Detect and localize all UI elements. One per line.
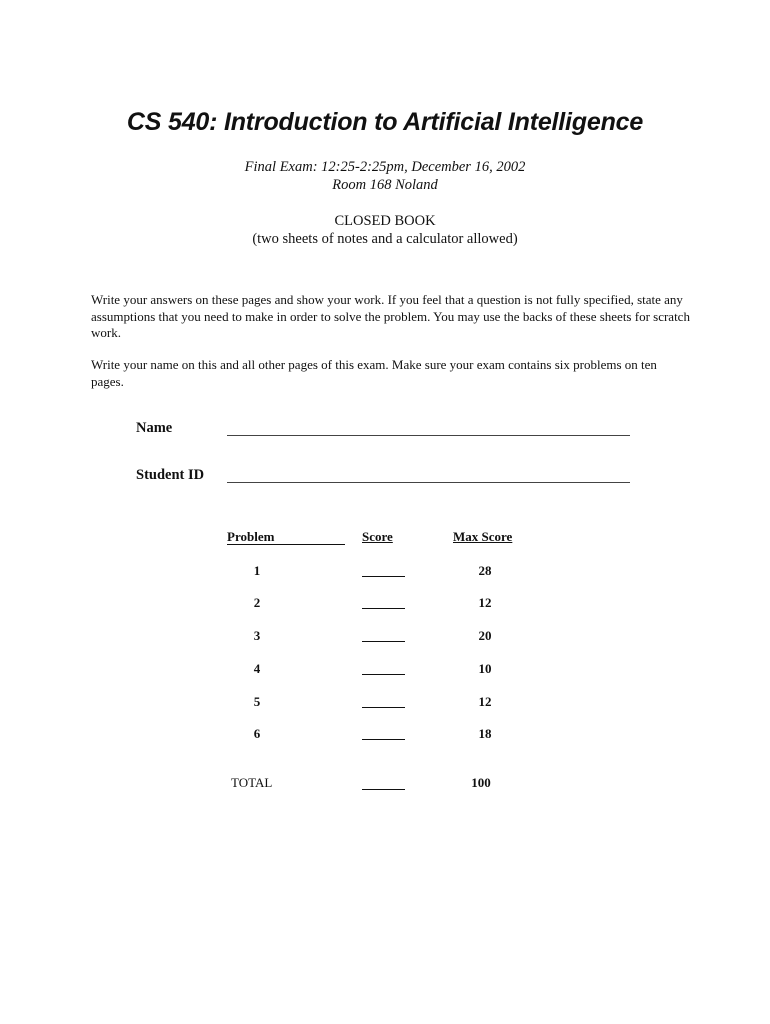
instructions-paragraph-1: Write your answers on these pages and show your work. If you feel that a question is not fully specified, state any assumptions that you need to make in order to solve the problem. You may use the backs of these sheets for scratch work. (91, 292, 690, 340)
max-score: 18 (478, 726, 492, 741)
max-score: 28 (478, 563, 492, 578)
max-score: 12 (478, 595, 492, 610)
max-score: 20 (478, 628, 492, 643)
total-score-field[interactable] (362, 789, 405, 790)
student-id-field[interactable] (227, 482, 630, 483)
problem-number: 6 (253, 726, 261, 741)
problem-header-label: Problem (227, 529, 275, 544)
max-score-column-header: Max Score (453, 529, 513, 544)
problem-number: 5 (253, 694, 261, 709)
name-label: Name (136, 420, 173, 436)
score-field-4[interactable] (362, 674, 405, 675)
score-field-5[interactable] (362, 707, 405, 708)
score-field-6[interactable] (362, 739, 405, 740)
closed-book-notice: CLOSED BOOK (334, 213, 436, 229)
max-score: 10 (478, 661, 492, 676)
total-max-score: 100 (471, 775, 491, 790)
problem-number: 4 (253, 661, 261, 676)
problem-number: 3 (253, 628, 261, 643)
instructions-paragraph-2: Write your name on this and all other pages of this exam. Make sure your exam contains six problems on ten pages. (91, 357, 657, 389)
name-field[interactable] (227, 435, 630, 436)
problem-column-header (227, 529, 345, 545)
page-title: CS 540: Introduction to Artificial Intelligence (126, 108, 644, 136)
score-field-3[interactable] (362, 641, 405, 642)
problem-number: 1 (253, 563, 261, 578)
exam-room-line: Room 168 Noland (332, 177, 438, 193)
score-field-1[interactable] (362, 576, 405, 577)
allowed-materials-notice: (two sheets of notes and a calculator allowed) (252, 231, 518, 247)
exam-time-line: Final Exam: 12:25-2:25pm, December 16, 2002 (244, 159, 526, 175)
max-score: 12 (478, 694, 492, 709)
total-label: TOTAL (231, 775, 273, 790)
problem-number: 2 (253, 595, 261, 610)
score-field-2[interactable] (362, 608, 405, 609)
score-column-header: Score (362, 529, 393, 544)
student-id-label: Student ID (136, 467, 205, 483)
